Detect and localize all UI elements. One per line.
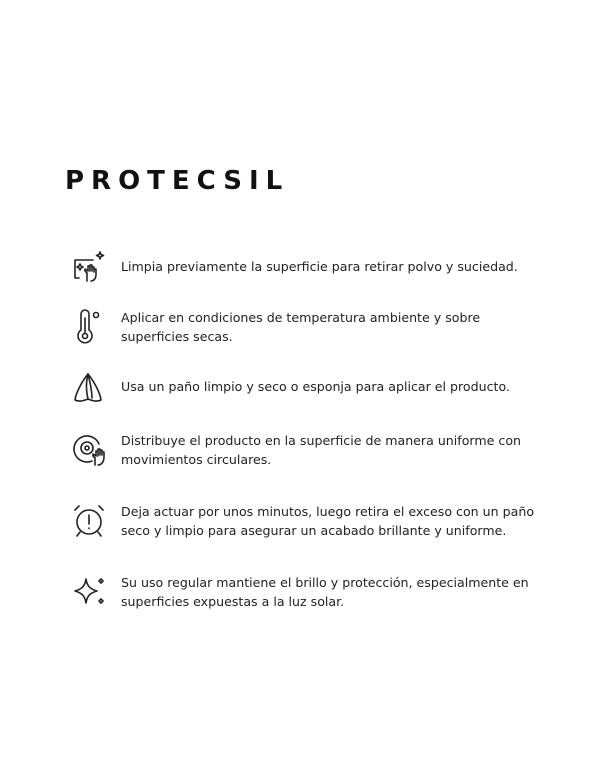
step-text: Aplicar en condiciones de temperatura ambiente y sobre superficies secas. <box>121 310 481 344</box>
step-text: Limpia previamente la superficie para retirar polvo y suciedad. <box>121 259 518 274</box>
circular-hand-motion-icon <box>70 431 108 469</box>
hand-cleaning-sparkle-icon <box>70 248 108 286</box>
page-title: PROTECSIL <box>65 166 290 196</box>
sparkles-icon <box>70 573 108 611</box>
step-text: Su uso regular mantiene el brillo y protección, especialmente en superficies expuestas a la luz solar. <box>121 575 529 609</box>
cloth-icon <box>70 370 108 408</box>
step-text: Distribuye el producto en la superficie de manera uniforme con movimientos circulares. <box>121 433 522 467</box>
step-text: Deja actuar por unos minutos, luego retira el exceso con un paño seco y limpio para asegurar un acabado brillante y uniforme. <box>121 504 535 538</box>
thermometer-icon <box>70 308 108 346</box>
step-text: Usa un paño limpio y seco o esponja para aplicar el producto. <box>121 379 510 394</box>
alarm-clock-alert-icon <box>70 502 108 540</box>
